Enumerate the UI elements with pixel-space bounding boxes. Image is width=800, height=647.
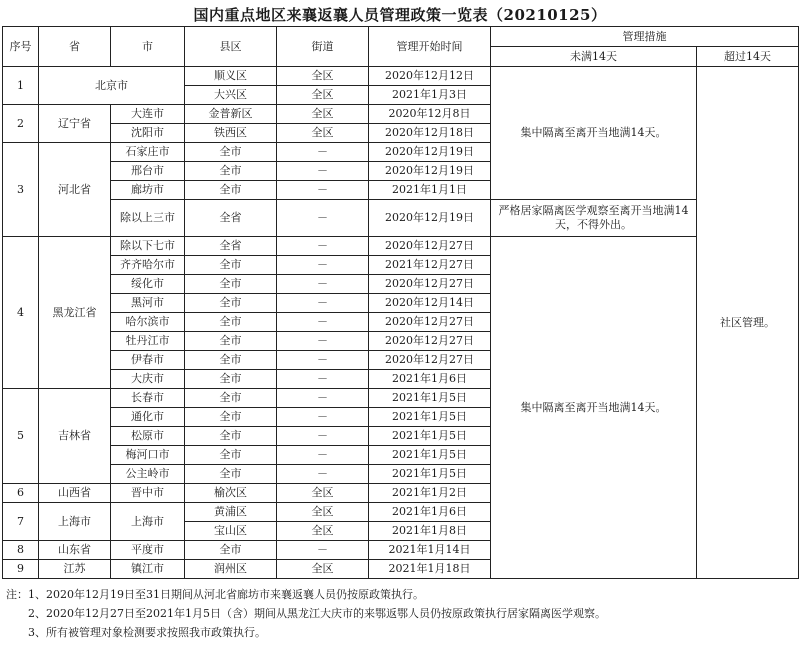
street-cell: 全区	[277, 484, 369, 503]
seq-cell: 6	[3, 484, 39, 503]
street-cell: －	[277, 541, 369, 560]
start-time-cell: 2021年1月1日	[369, 181, 491, 200]
seq-cell: 1	[3, 67, 39, 105]
city-cell: 上海市	[111, 503, 185, 541]
city-cell: 平度市	[111, 541, 185, 560]
start-time-cell: 2021年1月5日	[369, 446, 491, 465]
city-cell: 绥化市	[111, 275, 185, 294]
district-cell: 润州区	[185, 560, 277, 579]
city-cell: 大连市	[111, 105, 185, 124]
header-seq: 序号	[3, 27, 39, 67]
header-measures: 管理措施	[491, 27, 799, 47]
start-time-cell: 2021年1月5日	[369, 408, 491, 427]
district-cell: 全市	[185, 370, 277, 389]
seq-cell: 7	[3, 503, 39, 541]
district-cell: 全市	[185, 162, 277, 181]
start-time-cell: 2021年1月18日	[369, 560, 491, 579]
city-cell: 齐齐哈尔市	[111, 256, 185, 275]
street-cell: －	[277, 237, 369, 256]
note-2: 2、2020年12月27日至2021年1月5日（含）期间从黑龙江大庆市的来鄂返鄂人员仍按原政策执行居家隔离医学观察。	[28, 607, 606, 620]
measure-centralized-top: 集中隔离至离开当地满14天。	[491, 67, 697, 200]
header-under-14-days: 未满14天	[491, 47, 697, 67]
district-cell: 全市	[185, 275, 277, 294]
start-time-cell: 2021年1月2日	[369, 484, 491, 503]
seq-cell: 2	[3, 105, 39, 143]
district-cell: 全市	[185, 541, 277, 560]
city-cell: 石家庄市	[111, 143, 185, 162]
district-cell: 全市	[185, 256, 277, 275]
start-time-cell: 2021年1月6日	[369, 370, 491, 389]
start-time-cell: 2021年1月3日	[369, 86, 491, 105]
province-cell: 山东省	[39, 541, 111, 560]
street-cell: 全区	[277, 67, 369, 86]
city-cell: 晋中市	[111, 484, 185, 503]
start-time-cell: 2020年12月19日	[369, 162, 491, 181]
start-time-cell: 2020年12月19日	[369, 143, 491, 162]
street-cell: －	[277, 294, 369, 313]
start-time-cell: 2020年12月12日	[369, 67, 491, 86]
header-start-time: 管理开始时间	[369, 27, 491, 67]
measure-centralized-bottom: 集中隔离至离开当地满14天。	[491, 237, 697, 579]
city-cell: 廊坊市	[111, 181, 185, 200]
province-cell: 黑龙江省	[39, 237, 111, 389]
measure-home-isolation: 严格居家隔离医学观察至离开当地满14天，不得外出。	[491, 200, 697, 237]
start-time-cell: 2021年1月5日	[369, 427, 491, 446]
seq-cell: 5	[3, 389, 39, 484]
street-cell: －	[277, 446, 369, 465]
street-cell: －	[277, 143, 369, 162]
province-cell: 山西省	[39, 484, 111, 503]
start-time-cell: 2020年12月8日	[369, 105, 491, 124]
city-cell: 大庆市	[111, 370, 185, 389]
district-cell: 全市	[185, 351, 277, 370]
street-cell: －	[277, 181, 369, 200]
district-cell: 宝山区	[185, 522, 277, 541]
province-cell: 河北省	[39, 143, 111, 237]
seq-cell: 4	[3, 237, 39, 389]
district-cell: 全市	[185, 446, 277, 465]
district-cell: 全市	[185, 294, 277, 313]
city-cell: 松原市	[111, 427, 185, 446]
district-cell: 黄浦区	[185, 503, 277, 522]
header-province: 省	[39, 27, 111, 67]
street-cell: －	[277, 162, 369, 181]
district-cell: 全市	[185, 143, 277, 162]
table-row	[3, 67, 799, 86]
start-time-cell: 2020年12月27日	[369, 351, 491, 370]
district-cell: 全市	[185, 332, 277, 351]
city-cell: 梅河口市	[111, 446, 185, 465]
street-cell: －	[277, 351, 369, 370]
district-cell: 全市	[185, 427, 277, 446]
start-time-cell: 2020年12月18日	[369, 124, 491, 143]
header-row	[3, 27, 799, 47]
street-cell: 全区	[277, 503, 369, 522]
start-time-cell: 2020年12月14日	[369, 294, 491, 313]
street-cell: －	[277, 370, 369, 389]
district-cell: 金普新区	[185, 105, 277, 124]
district-cell: 全市	[185, 408, 277, 427]
city-cell: 长春市	[111, 389, 185, 408]
district-cell: 顺义区	[185, 67, 277, 86]
seq-cell: 3	[3, 143, 39, 237]
street-cell: －	[277, 200, 369, 237]
district-cell: 全市	[185, 389, 277, 408]
note-3: 3、所有被管理对象检测要求按照我市政策执行。	[28, 626, 266, 639]
seq-cell: 9	[3, 560, 39, 579]
header-over-14-days: 超过14天	[697, 47, 799, 67]
header-street: 街道	[277, 27, 369, 67]
city-cell: 除以下七市	[111, 237, 185, 256]
street-cell: 全区	[277, 560, 369, 579]
city-cell: 牡丹江市	[111, 332, 185, 351]
start-time-cell: 2020年12月27日	[369, 237, 491, 256]
district-cell: 全市	[185, 181, 277, 200]
street-cell: －	[277, 427, 369, 446]
district-cell: 铁西区	[185, 124, 277, 143]
street-cell: 全区	[277, 86, 369, 105]
start-time-cell: 2021年1月14日	[369, 541, 491, 560]
district-cell: 全省	[185, 237, 277, 256]
province-cell: 辽宁省	[39, 105, 111, 143]
city-cell: 公主岭市	[111, 465, 185, 484]
city-cell: 哈尔滨市	[111, 313, 185, 332]
province-cell: 北京市	[39, 67, 185, 105]
district-cell: 全省	[185, 200, 277, 237]
province-cell: 上海市	[39, 503, 111, 541]
table-title: 国内重点地区来襄返襄人员管理政策一览表（20210125）	[193, 6, 607, 24]
note-1: 注：1、2020年12月19日至31日期间从河北省廊坊市来襄返襄人员仍按原政策执行。	[6, 588, 424, 601]
city-cell: 黑河市	[111, 294, 185, 313]
street-cell: －	[277, 465, 369, 484]
street-cell: －	[277, 408, 369, 427]
city-cell: 邢台市	[111, 162, 185, 181]
street-cell: 全区	[277, 105, 369, 124]
city-cell: 镇江市	[111, 560, 185, 579]
start-time-cell: 2021年12月27日	[369, 256, 491, 275]
street-cell: －	[277, 313, 369, 332]
province-cell: 江苏	[39, 560, 111, 579]
street-cell: －	[277, 389, 369, 408]
start-time-cell: 2020年12月27日	[369, 313, 491, 332]
measure-community: 社区管理。	[697, 67, 799, 579]
street-cell: 全区	[277, 522, 369, 541]
city-cell: 除以上三市	[111, 200, 185, 237]
start-time-cell: 2021年1月6日	[369, 503, 491, 522]
district-cell: 全市	[185, 313, 277, 332]
table-row	[3, 237, 799, 256]
start-time-cell: 2021年1月5日	[369, 389, 491, 408]
city-cell: 伊春市	[111, 351, 185, 370]
start-time-cell: 2021年1月5日	[369, 465, 491, 484]
header-district: 县区	[185, 27, 277, 67]
seq-cell: 8	[3, 541, 39, 560]
district-cell: 全市	[185, 465, 277, 484]
notes	[6, 585, 796, 642]
start-time-cell: 2020年12月27日	[369, 332, 491, 351]
district-cell: 榆次区	[185, 484, 277, 503]
policy-table	[2, 26, 799, 579]
street-cell: －	[277, 275, 369, 294]
province-cell: 吉林省	[39, 389, 111, 484]
start-time-cell: 2020年12月19日	[369, 200, 491, 237]
street-cell: －	[277, 256, 369, 275]
street-cell: 全区	[277, 124, 369, 143]
district-cell: 大兴区	[185, 86, 277, 105]
city-cell: 沈阳市	[111, 124, 185, 143]
header-city: 市	[111, 27, 185, 67]
city-cell: 通化市	[111, 408, 185, 427]
start-time-cell: 2020年12月27日	[369, 275, 491, 294]
table-row	[3, 200, 799, 237]
start-time-cell: 2021年1月8日	[369, 522, 491, 541]
street-cell: －	[277, 332, 369, 351]
